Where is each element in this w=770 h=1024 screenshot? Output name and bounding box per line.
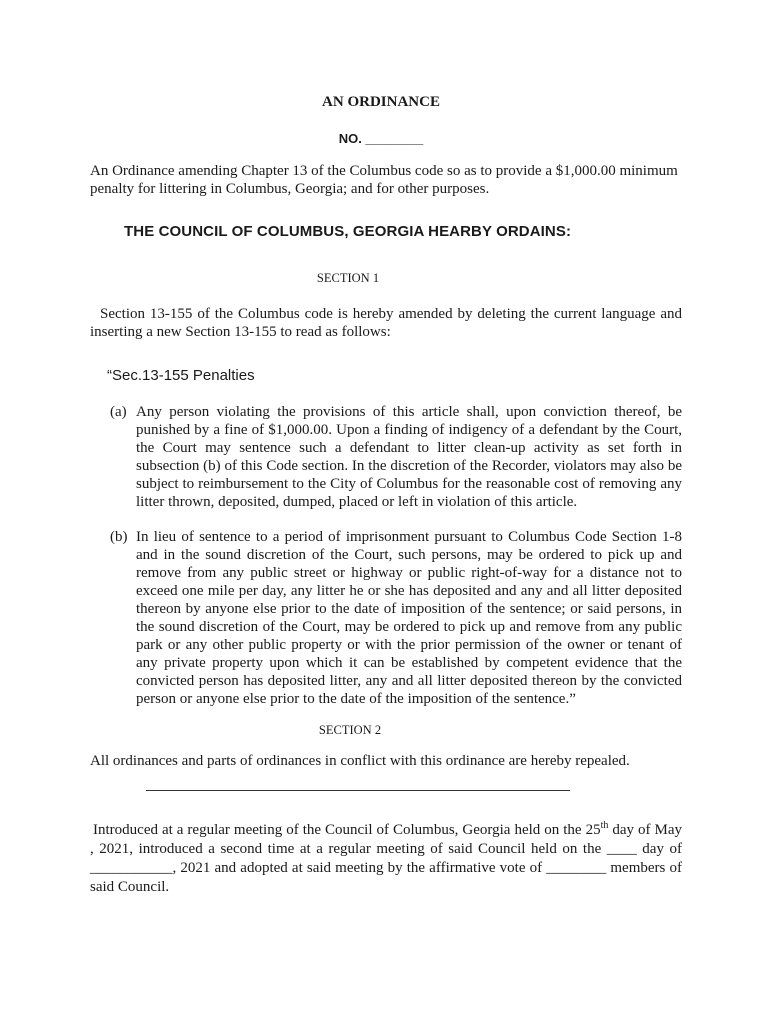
- section-2-label: SECTION 2: [318, 723, 382, 737]
- item-marker: (a): [110, 404, 127, 420]
- document-title: AN ORDINANCE: [322, 94, 440, 110]
- section-2-body: All ordinances and parts of ordinances in conflict with this ordinance are hereby repealed.: [90, 753, 630, 769]
- introduction-text-part-1: Introduced at a regular meeting of the Council of Columbus, Georgia held on the 25: [93, 822, 601, 838]
- item-text: Any person violating the provisions of this article shall, upon conviction thereof, be punished by a fine of $1,000.00. Upon a finding of indigency of a defendant by the Court, the Court may sentence such a defendant to litter clean-up activity as set forth in subsection (b) of this Code section. In the discretion of the Recorder, violators may also be subject to reimbursement to the City of Columbus for the reasonable cost of removing any litter thrown, deposited, dumped, placed or left in violation of this article.: [136, 404, 682, 510]
- item-text: In lieu of sentence to a period of imprisonment pursuant to Columbus Code Section 1-8 and in the sound discretion of the Court, such persons, may be ordered to pick up and remove from any public street or highway or public right-of-way for a distance not to exceed one mile per day, any litter he or she has deposited and any and all litter deposited thereon by anyone else prior to the date of imposition of the sentence; or said persons, in the sound discretion of the Court, may be ordered to pick up and remove from any public park or any other public property or with the prior permission of the owner or tenant of any private property upon which it can be established by competent evidence that the convicted person has deposited litter, any and all litter deposited thereon by the convicted person or anyone else prior to the date of the imposition of the sentence.”: [136, 529, 682, 707]
- introduction-record: [90, 821, 682, 897]
- penalty-item-a: [110, 403, 682, 511]
- section-1-label: SECTION 1: [316, 271, 380, 285]
- divider-line: [146, 790, 570, 791]
- ordinance-purpose: An Ordinance amending Chapter 13 of the Columbus code so as to provide a $1,000.00 minimum penalty for littering in Columbus, Georgia; and for other purposes.: [90, 163, 678, 197]
- item-marker: (b): [110, 529, 128, 545]
- council-heading: THE COUNCIL OF COLUMBUS, GEORGIA HEARBY ORDAINS:: [124, 223, 572, 240]
- ordinal-suffix: th: [600, 820, 609, 831]
- ordinance-number: NO. ________: [338, 131, 424, 146]
- section-1-body: Section 13-155 of the Columbus code is hereby amended by deleting the current language and inserting a new Section 13-155 to read as follows:: [90, 306, 682, 340]
- introduction-text-part-2: day of May , 2021, introduced a second time at a regular meeting of said Council held on the ____ day of ___________, 2021 and adopted at said meeting by the affirmative vote of ________ members of said Council.: [90, 822, 682, 895]
- code-section-heading: “Sec.13-155 Penalties: [107, 367, 255, 384]
- penalty-item-b: [110, 528, 682, 708]
